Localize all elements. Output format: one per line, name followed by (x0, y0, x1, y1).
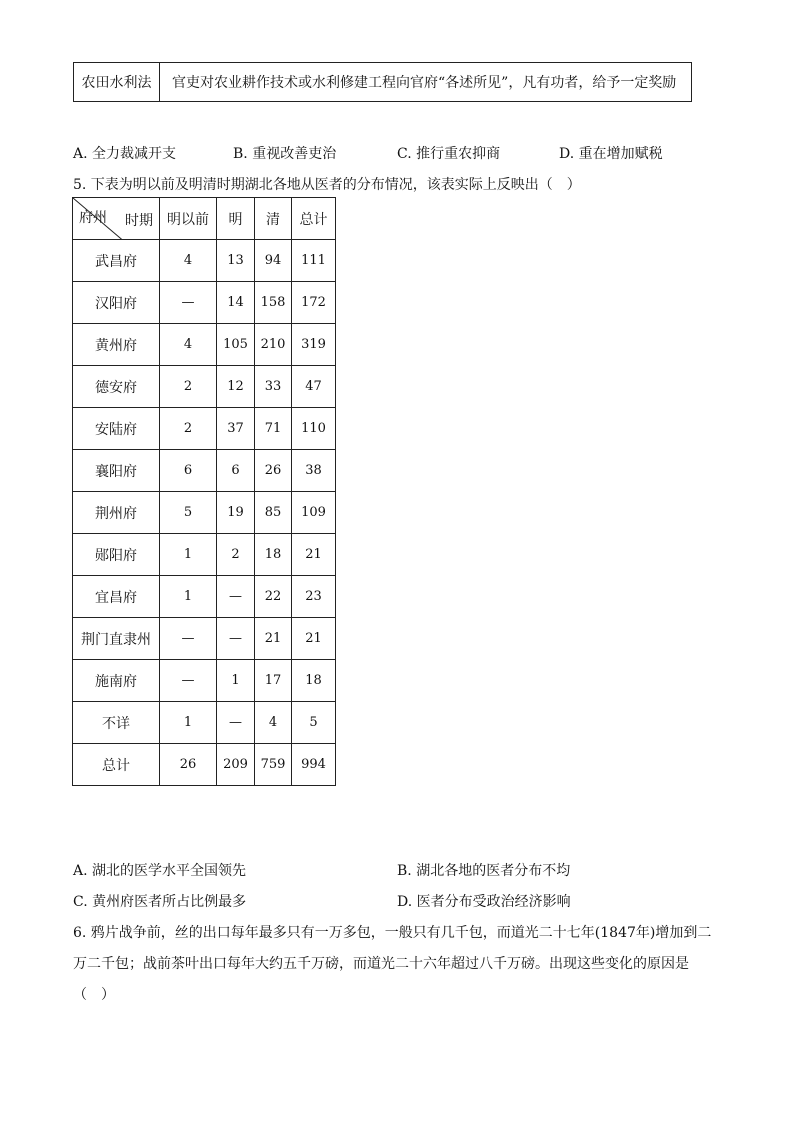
corner-region-label: 府州 (79, 210, 107, 226)
value-cell: 17 (255, 660, 292, 702)
region-cell: 安陆府 (73, 408, 160, 450)
value-cell: 4 (255, 702, 292, 744)
value-cell: 4 (160, 240, 217, 282)
table-header-row (73, 198, 336, 240)
value-cell: 5 (160, 492, 217, 534)
value-cell: 94 (255, 240, 292, 282)
q4-option-d[interactable]: D. 重在增加赋税 (559, 146, 663, 162)
region-cell: 荆州府 (73, 492, 160, 534)
table-row (73, 576, 336, 618)
table-row (73, 324, 336, 366)
region-cell: 武昌府 (73, 240, 160, 282)
table-row (73, 408, 336, 450)
top-row-label: 农田水利法 (74, 63, 160, 101)
table-row (73, 534, 336, 576)
value-cell: — (160, 618, 217, 660)
value-cell: 1 (160, 534, 217, 576)
value-cell: 1 (217, 660, 255, 702)
region-cell: 宜昌府 (73, 576, 160, 618)
value-cell: 21 (292, 534, 336, 576)
value-cell: 19 (217, 492, 255, 534)
header-pre-ming: 明以前 (160, 198, 217, 240)
table-row (73, 618, 336, 660)
region-cell: 襄阳府 (73, 450, 160, 492)
value-cell: 172 (292, 282, 336, 324)
q6-line-1: 6. 鸦片战争前，丝的出口每年最多只有一万多包，一般只有几千包，而道光二十七年(1847年)增加到二 (73, 925, 712, 941)
value-cell: 2 (217, 534, 255, 576)
value-cell: 6 (217, 450, 255, 492)
value-cell: 5 (292, 702, 336, 744)
value-cell: 2 (160, 408, 217, 450)
q5-option-c[interactable]: C. 黄州府医者所占比例最多 (73, 894, 247, 910)
region-cell: 郧阳府 (73, 534, 160, 576)
value-cell: 994 (292, 744, 336, 786)
value-cell: — (217, 702, 255, 744)
value-cell: 6 (160, 450, 217, 492)
q5-option-b[interactable]: B. 湖北各地的医者分布不均 (397, 863, 571, 879)
value-cell: 18 (255, 534, 292, 576)
table-row (73, 702, 336, 744)
physician-distribution-table (72, 197, 336, 786)
top-table-row (73, 62, 692, 102)
region-cell: 荆门直隶州 (73, 618, 160, 660)
q5-option-a[interactable]: A. 湖北的医学水平全国领先 (73, 863, 247, 879)
q6-line-3: （ ） (73, 987, 115, 1003)
value-cell: 85 (255, 492, 292, 534)
table-row (73, 492, 336, 534)
value-cell: 759 (255, 744, 292, 786)
value-cell: 18 (292, 660, 336, 702)
value-cell: — (217, 618, 255, 660)
region-cell: 总计 (73, 744, 160, 786)
table-row (73, 282, 336, 324)
value-cell: 13 (217, 240, 255, 282)
value-cell: 109 (292, 492, 336, 534)
value-cell: 23 (292, 576, 336, 618)
q4-option-a[interactable]: A. 全力裁减开支 (73, 146, 177, 162)
region-cell: 黄州府 (73, 324, 160, 366)
value-cell: 21 (255, 618, 292, 660)
value-cell: 110 (292, 408, 336, 450)
q5-option-d[interactable]: D. 医者分布受政治经济影响 (397, 894, 571, 910)
table-corner-cell (73, 198, 160, 240)
value-cell: 12 (217, 366, 255, 408)
value-cell: 158 (255, 282, 292, 324)
value-cell: 209 (217, 744, 255, 786)
value-cell: 1 (160, 702, 217, 744)
table-row (73, 660, 336, 702)
region-cell: 德安府 (73, 366, 160, 408)
value-cell: 111 (292, 240, 336, 282)
header-ming: 明 (217, 198, 255, 240)
region-cell: 施南府 (73, 660, 160, 702)
table-row (73, 240, 336, 282)
value-cell: 210 (255, 324, 292, 366)
value-cell: 38 (292, 450, 336, 492)
header-total: 总计 (292, 198, 336, 240)
value-cell: 71 (255, 408, 292, 450)
value-cell: 105 (217, 324, 255, 366)
table-row (73, 450, 336, 492)
value-cell: — (160, 282, 217, 324)
top-row-content: 官吏对农业耕作技术或水利修建工程向官府“各述所见”，凡有功者，给予一定奖励 (172, 75, 677, 91)
value-cell: — (217, 576, 255, 618)
value-cell: 21 (292, 618, 336, 660)
table-row (73, 744, 336, 786)
corner-period-label: 时期 (125, 213, 153, 229)
region-cell: 不详 (73, 702, 160, 744)
value-cell: — (160, 660, 217, 702)
q6-line-2: 万二千包；战前茶叶出口每年大约五千万磅，而道光二十六年超过八千万磅。出现这些变化的原因是 (73, 956, 689, 972)
value-cell: 14 (217, 282, 255, 324)
q5-stem: 5. 下表为明以前及明清时期湖北各地从医者的分布情况，该表实际上反映出（ ） (73, 177, 581, 193)
value-cell: 26 (255, 450, 292, 492)
region-cell: 汉阳府 (73, 282, 160, 324)
value-cell: 33 (255, 366, 292, 408)
value-cell: 319 (292, 324, 336, 366)
q4-option-c[interactable]: C. 推行重农抑商 (397, 146, 501, 162)
value-cell: 47 (292, 366, 336, 408)
header-qing: 清 (255, 198, 292, 240)
value-cell: 22 (255, 576, 292, 618)
value-cell: 37 (217, 408, 255, 450)
value-cell: 4 (160, 324, 217, 366)
q4-option-b[interactable]: B. 重视改善吏治 (233, 146, 337, 162)
value-cell: 1 (160, 576, 217, 618)
value-cell: 2 (160, 366, 217, 408)
value-cell: 26 (160, 744, 217, 786)
table-row (73, 366, 336, 408)
